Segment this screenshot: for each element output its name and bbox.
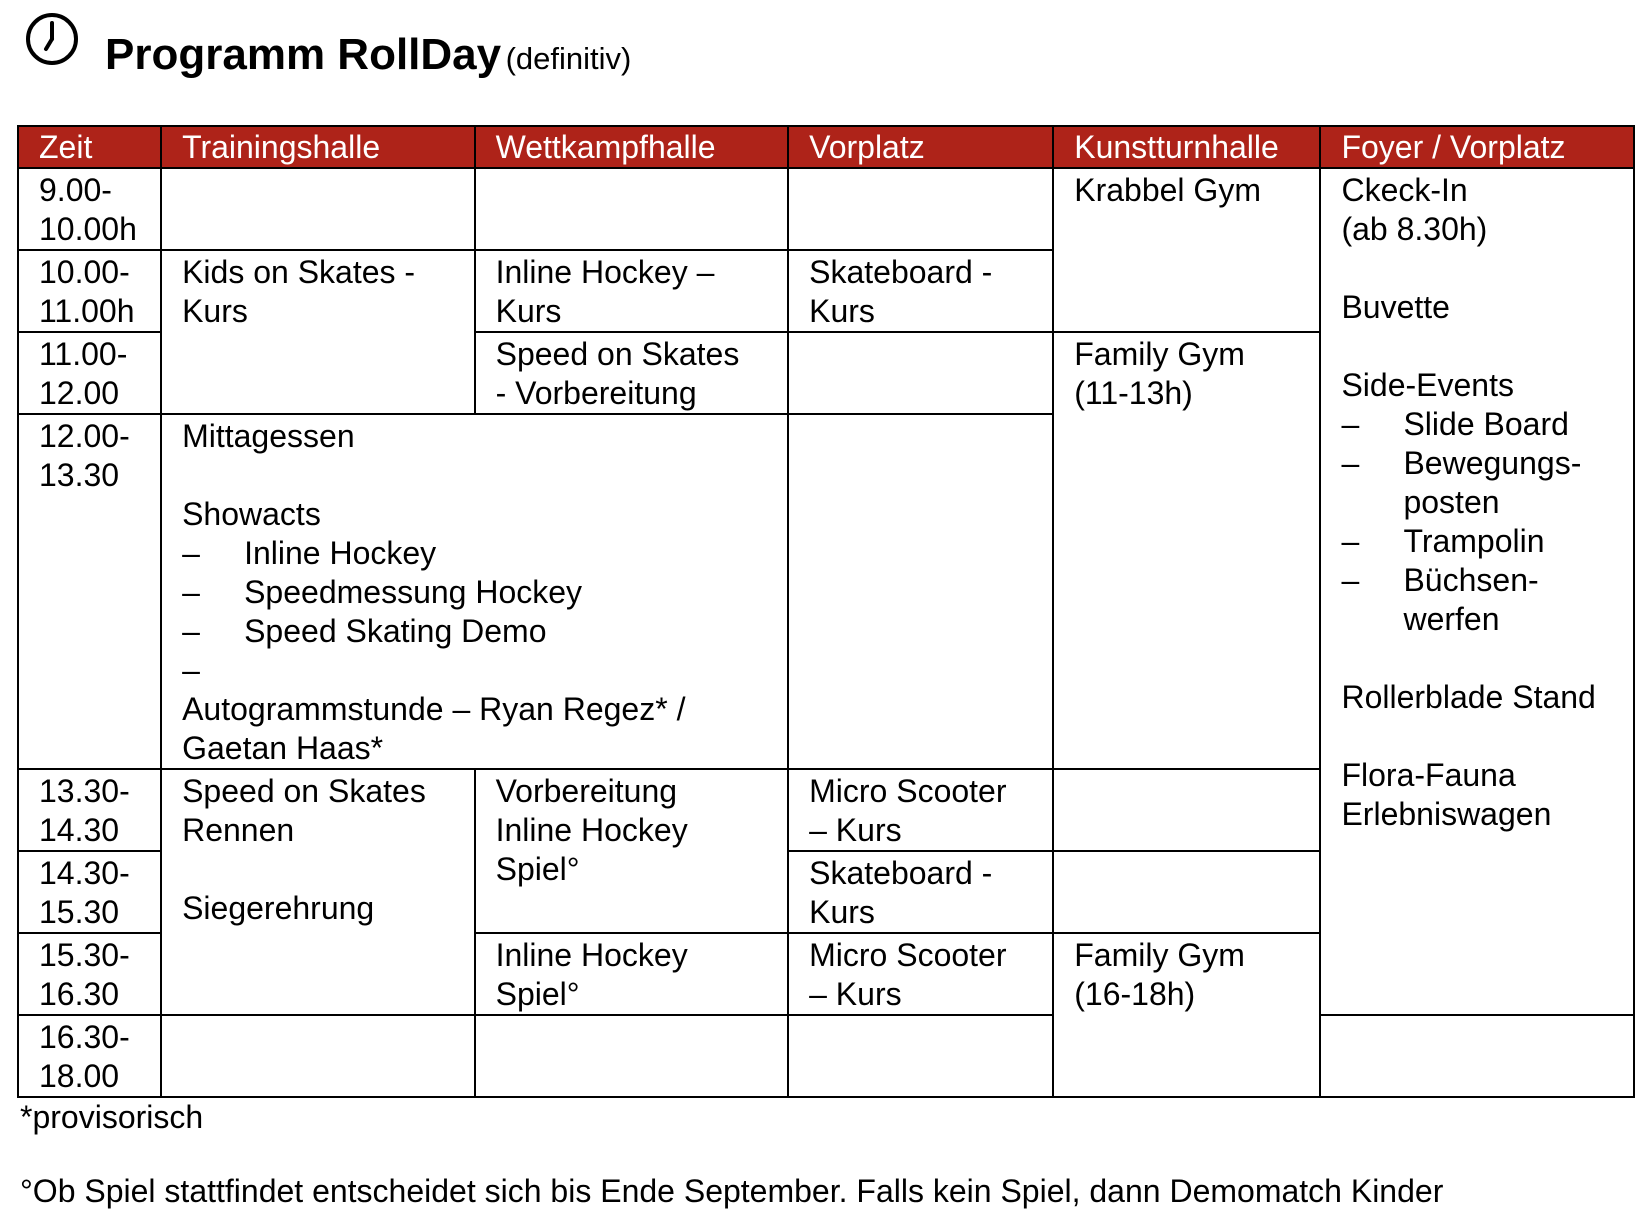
list-item: – Bewegungs- posten bbox=[1341, 444, 1613, 522]
inline-hockey-kurs-cell: Inline Hockey – Kurs bbox=[475, 250, 789, 332]
inline-hockey-spiel-cell: Inline Hockey Spiel° bbox=[475, 933, 789, 1015]
empty-cell bbox=[788, 414, 1053, 769]
list-item: – Büchsen- werfen bbox=[1341, 561, 1613, 639]
table-header-row bbox=[18, 126, 1634, 168]
empty-cell bbox=[475, 1015, 789, 1097]
time-cell: 16.30- 18.00 bbox=[18, 1015, 161, 1097]
program-table bbox=[17, 125, 1635, 1098]
list-item: – bbox=[182, 652, 200, 688]
footnote-provisorisch: *provisorisch bbox=[20, 1099, 204, 1135]
col-header-zeit: Zeit bbox=[18, 126, 161, 168]
table-row bbox=[18, 1015, 1634, 1097]
time-cell: 9.00- 10.00h bbox=[18, 168, 161, 250]
time-cell: 11.00- 12.00 bbox=[18, 332, 161, 414]
skateboard-kurs-cell: Skateboard - Kurs bbox=[788, 250, 1053, 332]
skateboard-kurs-cell: Skateboard - Kurs bbox=[788, 851, 1053, 933]
empty-cell bbox=[1053, 851, 1320, 933]
empty-cell bbox=[1053, 769, 1320, 851]
time-cell: 14.30- 15.30 bbox=[18, 851, 161, 933]
kids-on-skates-cell: Kids on Skates - Kurs bbox=[161, 250, 475, 414]
time-cell: 10.00- 11.00h bbox=[18, 250, 161, 332]
family-gym-cell: Family Gym (11-13h) bbox=[1053, 332, 1320, 769]
list-item: – Speedmessung Hockey bbox=[182, 573, 767, 612]
speed-rennen-cell: Speed on Skates Rennen Siegerehrung bbox=[161, 769, 475, 1015]
empty-cell bbox=[788, 168, 1053, 250]
page-title bbox=[105, 30, 631, 80]
empty-cell bbox=[1320, 1015, 1634, 1097]
time-cell: 13.30- 14.30 bbox=[18, 769, 161, 851]
col-header-vorplatz: Vorplatz bbox=[788, 126, 1053, 168]
list-item: – Inline Hockey bbox=[182, 534, 767, 573]
foyer-cell: Ckeck-In (ab 8.30h) Buvette Side-Events – Slide Board – Bewegungs- posten – Trampolin – Büchsen- werfen Rollerblade Stand Flora-Fauna Erlebniswagen bbox=[1320, 168, 1634, 1015]
time-cell: 15.30- 16.30 bbox=[18, 933, 161, 1015]
micro-scooter-cell: Micro Scooter – Kurs bbox=[788, 933, 1053, 1015]
title-main: Programm RollDay bbox=[105, 30, 502, 79]
speed-vorbereitung-cell: Speed on Skates - Vorbereitung bbox=[475, 332, 789, 414]
footnote-spiel: °Ob Spiel stattfindet entscheidet sich bis Ende September. Falls kein Spiel, dann Demomatch Kinder bbox=[20, 1173, 1444, 1209]
time-cell: 12.00- 13.30 bbox=[18, 414, 161, 769]
col-header-foyer: Foyer / Vorplatz bbox=[1320, 126, 1634, 168]
empty-cell bbox=[161, 168, 475, 250]
col-header-wettkampfhalle: Wettkampfhalle bbox=[475, 126, 789, 168]
empty-cell bbox=[788, 332, 1053, 414]
krabbel-gym-cell: Krabbel Gym bbox=[1053, 168, 1320, 332]
mittag-showacts-cell: Mittagessen Showacts – Inline Hockey – Speedmessung Hockey – Speed Skating Demo – Autogrammstunde – Ryan Regez* / Gaetan Haas* bbox=[161, 414, 788, 769]
empty-cell bbox=[161, 1015, 475, 1097]
empty-cell bbox=[788, 1015, 1053, 1097]
list-item: – Slide Board bbox=[1341, 405, 1613, 444]
clock-icon bbox=[24, 11, 80, 67]
list-item: – Speed Skating Demo bbox=[182, 612, 767, 651]
col-header-trainingshalle: Trainingshalle bbox=[161, 126, 475, 168]
table-row bbox=[18, 168, 1634, 250]
col-header-kunstturnhalle: Kunstturnhalle bbox=[1053, 126, 1320, 168]
title-subtitle: (definitiv) bbox=[505, 41, 632, 76]
vorbereitung-hockey-cell: Vorbereitung Inline Hockey Spiel° bbox=[475, 769, 789, 933]
micro-scooter-cell: Micro Scooter – Kurs bbox=[788, 769, 1053, 851]
family-gym-cell: Family Gym (16-18h) bbox=[1053, 933, 1320, 1097]
empty-cell bbox=[475, 168, 789, 250]
list-item: – Trampolin bbox=[1341, 522, 1613, 561]
